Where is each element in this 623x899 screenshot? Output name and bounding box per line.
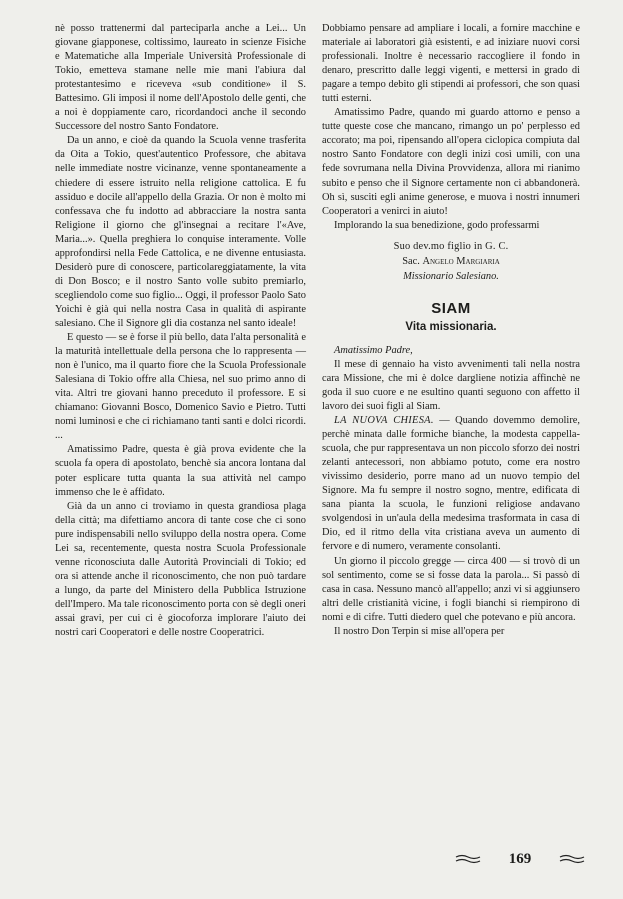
paragraph-nuova-chiesa: [322, 414, 580, 554]
page-number: 169: [508, 850, 532, 867]
left-column: [55, 22, 306, 640]
paragraph: Il nostro Don Terpin si mise all'opera per: [334, 625, 505, 637]
signature-line: Suo dev.mo figlio in G. C.: [393, 240, 509, 252]
paragraph: E questo — se è forse il più bello, data l'alta personalità e la maturità intellettuale della persona che lo rappresenta — non è l'unico, ma il quarto fiore che la Scuola Professionale Salesiana di Tokio offre alla Chiesa, nel suo primo anno di vita. Altri tre giovani hanno preceduto il professore. E si chiamano: Giovanni Bosco, Domenico Savio e Pietro. Tutti nomi luminosi e che ci richiamano tanti santi e dolci ricordi. ...: [55, 332, 306, 442]
paragraph: Già da un anno ci troviamo in questa grandiosa plaga della città; ma difettiamo ancora di tante cose che ci sono pure indispensabili nello sviluppo della nostra opera. Come Lei sa, recentemente, questa nostra Scuola Professionale venne riconosciuta dalle Autorità Provinciali di Tokio; ed ora si attende anche il riconoscimento, che non può tardare a lungo, da parte del Ministero della Pubblica Istruzione dell'Impero. Ma tale riconoscimento porta con sè degli oneri assai gravi, per cui ci è giocoforza implorare l'aiuto dei nostri cari Cooperatori e delle nostre Cooperatrici.: [55, 500, 306, 639]
signature-name-line: [322, 254, 580, 269]
wave-ornament-icon: [455, 854, 481, 864]
paragraph: Amatissimo Padre, questa è già prova evidente che la scuola fa opera di apostolato, benchè sia ancora lontana dal poter esplicare tutta quanta la sua attività nel campo immenso che le è affidato.: [55, 444, 306, 498]
paragraph: Implorando la sua benedizione, godo professarmi: [334, 219, 540, 231]
paragraph: Da un anno, e cioè da quando la Scuola venne trasferita da Oita a Tokio, quest'autentico Professore, che abitava nelle immediate nostre vicinanze, venne spontaneamente a chiedere di essere istruito nella religione cattolica. E fu assiduo e docile all'appello della Grazia. Or non è molto mi confessava che fu indotto ad abbracciare la nostra santa Religione il giorno che gl'insegnai a recitare l'«Ave, Maria...». Quella preghiera lo conquise interamente. Volle approfondirsi nella Fede Cattolica, e ne divenne entusiasta. Desiderò pure di conoscere, particolareggiatamente, la vita di Don Bosco; e il nostro Santo volle subito premiarlo, scegliendolo come suo figlio... Oggi, il professor Paolo Sato Yoichi è già qui nella nostra Casa in qualità di aspirante salesiano. Che il Signore gli dia costanza nel santo ideale!: [55, 135, 306, 329]
page-footer: [455, 847, 585, 871]
paragraph: Amatissimo Padre, quando mi guardo attorno e penso a tutte queste cose che mancano, rimango un po' perplesso ed accorato; ma poi, ripensando all'opera ciclopica compiuta dal nostro Santo Fondatore con degli inizi così umili, con una fede sovrumana nella Divina Provvidenza, allora mi rianimo subito e penso che il Signore certamente non ci abbandonerà. Oh sì, susciti egli anime generose, e muova i nostri innumeri Cooperatori a venirci in aiuto!: [322, 107, 580, 217]
section-subtitle: Vita missionaria.: [405, 320, 497, 333]
paragraph: Un giorno il piccolo gregge — circa 400 — si trovò di un sol sentimento, come se si fosse data la parola... Si passò di casa in casa. Nessuno mancò all'appello; anzi vi si aggiunsero altri delle cristianità vicine, i fogli bianchi si riempirono di nomi e di cifre. Tutti diedero quel che potevano e più ancora.: [322, 555, 580, 623]
right-column: [322, 22, 580, 639]
paragraph-lead: LA NUOVA CHIESA.: [334, 415, 434, 427]
section-title: SIAM: [431, 299, 471, 317]
wave-ornament-icon: [559, 854, 585, 864]
paragraph-body: — Quando dovemmo demolire, perchè minata dalle formiche bianche, la modesta cappella-scuola, che pur rappresentava un non piccolo sforzo dei nostri zelanti antecessori, non abbiamo potuto, come era nostro vivissimo desiderio, porre mano ad un nuovo tempio del Signore. Ma fu sempre il nostro sogno, mentre, edificata di sana pianta la scuola, le funzioni religiose andavano svolgendosi in un'aula della medesima trasformata in casa di Dio, ed il ritmo della vita cristiana aveva un aumento di fervore e di numero, veramente consolanti.: [322, 415, 580, 553]
signature-block: [322, 239, 580, 284]
salutation: Amatissimo Padre,: [334, 344, 413, 356]
signature-role: Missionario Salesiano.: [403, 270, 499, 282]
paragraph: nè posso trattenermi dal parteciparla anche a Lei... Un giovane giapponese, coltissimo, laureato in scienze Fisiche e Matematiche alla Imperiale Università Professionale di Tokio, emetteva stamane nelle mie mani l'abiura dal protestantesimo e riceveva «sub conditione» il S. Battesimo. Gli imposi il nome dell'Apostolo delle genti, che a noi è doppiamente caro, ricordandoci anche il secondo Successore del nostro Santo Fondatore.: [55, 23, 306, 133]
paragraph: Il mese di gennaio ha visto avvenimenti tali nella nostra cara Missione, che mi è dolce dargliene notizia affinchè ne goda il suo cuore e ne esultino quanti seguono con affetto il lavoro dei suoi figli al Siam.: [322, 358, 580, 412]
signature-title: Sac.: [402, 255, 420, 267]
paragraph: Dobbiamo pensare ad ampliare i locali, a fornire macchine e materiale ai laboratori già esistenti, e ad iniziare nuovi corsi professionali. Inoltre è necessario raccogliere il fondo in denaro, prescritto dalle leggi vigenti, e mettersi in grado di pagare a tempo debito gli stipendi ai professori, che son quasi tutti esterni.: [322, 23, 580, 105]
signature-name: Angelo Margiaria: [422, 255, 500, 267]
